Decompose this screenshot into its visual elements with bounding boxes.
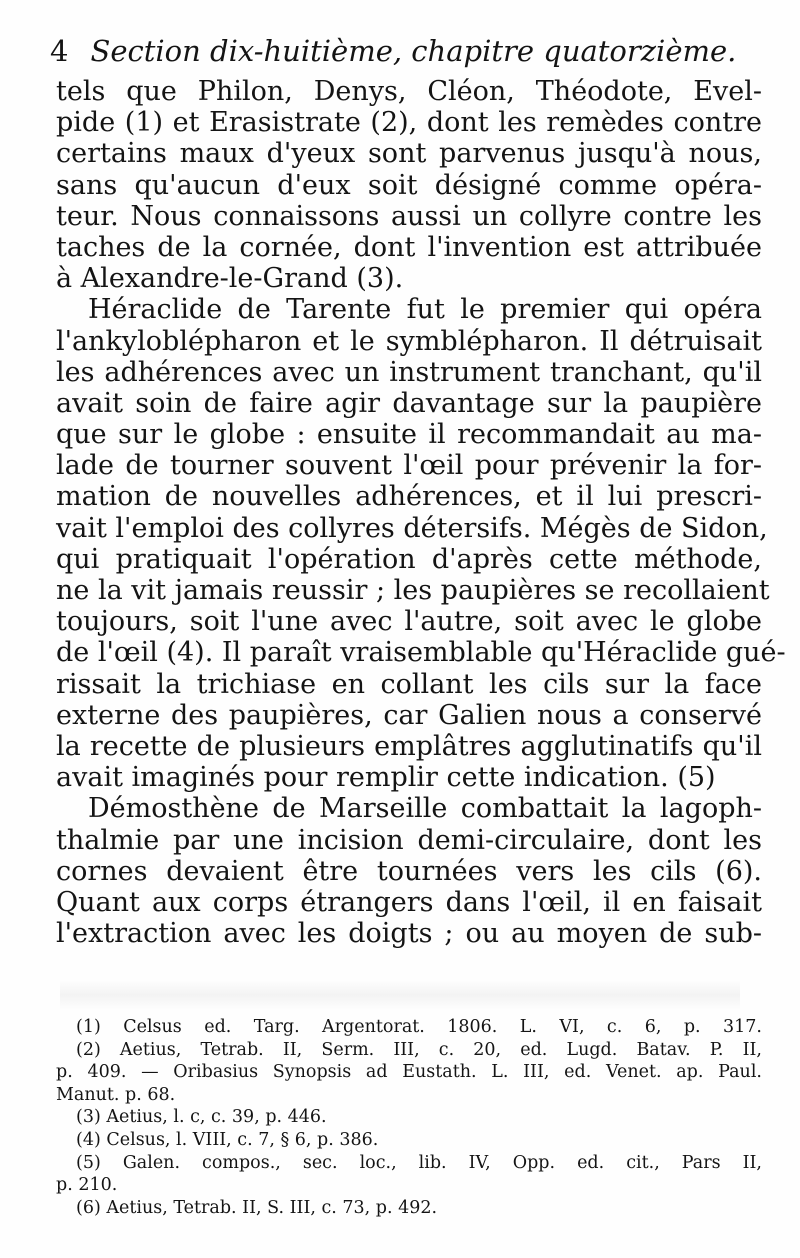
body-line: mation de nouvelles adhérences, et il lui prescri-	[56, 481, 762, 513]
body-line: cornes devaient être tournées vers les cils (6).	[56, 855, 762, 887]
body-line: les adhérences avec un instrument tranchant, qu'il	[56, 356, 762, 388]
footnote-line: (1) Celsus ed. Targ. Argentorat. 1806. L. VI, c. 6, p. 317.	[76, 1017, 762, 1037]
body-line: sans qu'aucun d'eux soit désigné comme opéra-	[56, 169, 762, 201]
footnote-line: (2) Aetius, Tetrab. II, Serm. III, c. 20, ed. Lugd. Batav. P. II,	[76, 1039, 762, 1060]
body-line: qui pratiquait l'opération d'après cette méthode,	[56, 543, 762, 575]
body-line: toujours, soit l'une avec l'autre, soit avec le globe	[56, 606, 762, 638]
body-text	[56, 76, 786, 950]
body-line: Héraclide de Tarente fut le premier qui opéra	[88, 294, 762, 326]
body-line: taches de la cornée, dont l'invention est attribuée	[56, 231, 762, 263]
footnote-line: (6) Aetius, Tetrab. II, S. III, c. 73, p. 492.	[76, 1197, 438, 1218]
body-line: ne la vit jamais reussir ; les paupières se recollaient	[56, 575, 770, 606]
footnote-line: p. 409. — Oribasius Synopsis ad Eustath. L. III, ed. Venet. ap. Paul.	[56, 1062, 762, 1083]
body-line: thalmie par une incision demi-circulaire, dont les	[56, 824, 762, 856]
body-line: pide (1) et Erasistrate (2), dont les remèdes contre	[56, 107, 762, 139]
body-line: avait imaginés pour remplir cette indication. (5)	[56, 762, 716, 794]
footnote-line: (5) Galen. compos., sec. loc., lib. IV, Opp. ed. cit., Pars II,	[76, 1152, 762, 1173]
page-number: 4	[50, 34, 69, 68]
body-line: de l'œil (4). Il paraît vraisemblable qu'Héraclide gué-	[56, 637, 786, 669]
body-line: vait l'emploi des collyres détersifs. Mégès de Sidon,	[56, 512, 768, 544]
footnotes	[56, 1016, 762, 1219]
footnote-line: (3) Aetius, l. c, c. 39, p. 446.	[76, 1107, 327, 1128]
footnote-line: (4) Celsus, l. VIII, c. 7, § 6, p. 386.	[76, 1129, 379, 1150]
body-line: certains maux d'yeux sont parvenus jusqu'à nous,	[56, 138, 762, 170]
running-title: Section dix-huitième, chapitre quatorzième.	[90, 34, 737, 68]
body-line: Quant aux corps étrangers dans l'œil, il en faisait	[56, 886, 762, 918]
body-line: l'ankyloblépharon et le symblépharon. Il détruisait	[56, 325, 762, 357]
body-line: lade de tourner souvent l'œil pour prévenir la for-	[56, 450, 762, 482]
show-through-shadow	[60, 980, 740, 1010]
body-line: à Alexandre-le-Grand (3).	[56, 263, 404, 295]
body-line: tels que Philon, Denys, Cléon, Théodote, Evel-	[56, 76, 762, 107]
body-line: avait soin de faire agir davantage sur la paupière	[56, 387, 762, 419]
body-line: rissait la trichiase en collant les cils sur la face	[56, 668, 762, 700]
body-line: externe des paupières, car Galien nous a conservé	[56, 699, 762, 731]
footnote-line: Manut. p. 68.	[56, 1084, 176, 1105]
body-line: Démosthène de Marseille combattait la lagoph-	[88, 793, 762, 825]
footnote-line: p. 210.	[56, 1175, 118, 1196]
body-line: que sur le globe : ensuite il recommandait au ma-	[56, 419, 762, 451]
running-header	[50, 26, 770, 76]
body-line: teur. Nous connaissons aussi un collyre contre les	[56, 200, 762, 232]
body-line: l'extraction avec les doigts ; ou au moyen de sub-	[56, 918, 762, 950]
body-line: la recette de plusieurs emplâtres agglutinatifs qu'il	[56, 730, 762, 762]
